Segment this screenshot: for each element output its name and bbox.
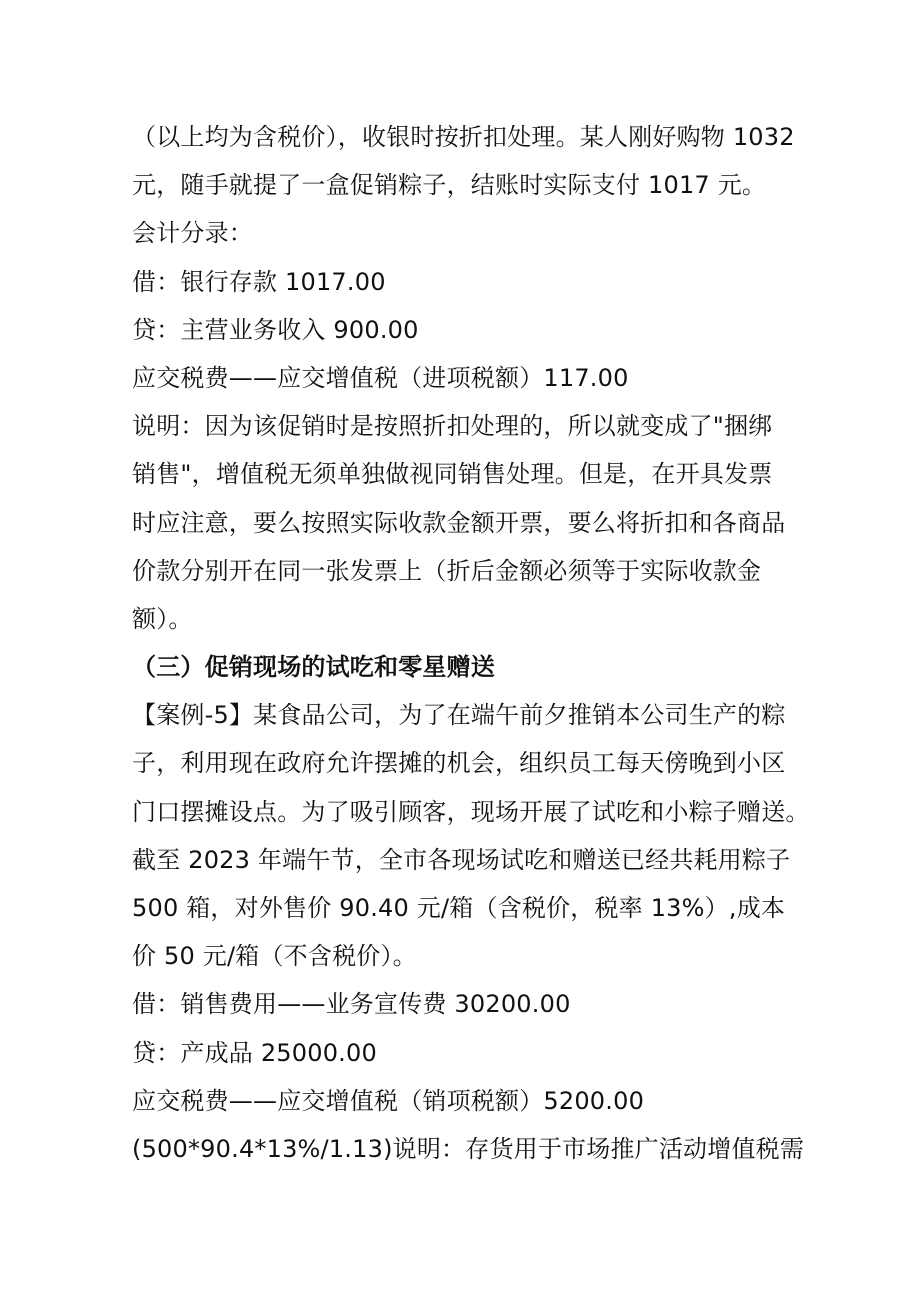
explanation-line: 说明：因为该促销时是按照折扣处理的，所以就变成了"捆绑 (132, 412, 773, 441)
debit-line: 借：银行存款 1017.00 (132, 267, 386, 296)
credit-line: 贷：产成品 25000.00 (132, 1038, 377, 1067)
paragraph-line: 元，随手就提了一盒促销粽子，结账时实际支付 1017 元。 (132, 171, 767, 200)
explanation-line: 价款分别开在同一张发票上（折后金额必须等于实际收款金 (132, 556, 762, 585)
debit-line: 借：销售费用——业务宣传费 30200.00 (132, 990, 571, 1019)
credit-line: 贷：主营业务收入 900.00 (132, 315, 419, 344)
credit-line: 应交税费——应交增值税（进项税额）117.00 (132, 363, 629, 392)
case-line: 截至 2023 年端午节，全市各现场试吃和赠送已经共耗用粽子 (132, 845, 791, 874)
credit-line: 应交税费——应交增值税（销项税额）5200.00 (132, 1086, 645, 1115)
explanation-line: 时应注意，要么按照实际收款金额开票，要么将折扣和各商品 (132, 508, 786, 537)
case-line: 价 50 元/箱（不含税价）。 (132, 942, 417, 971)
section-heading: （三）促销现场的试吃和零星赠送 (132, 653, 495, 682)
case-line: 500 箱，对外售价 90.40 元/箱（含税价，税率 13%）,成本 (132, 894, 786, 922)
case-line: 门口摆摊设点。为了吸引顾客，现场开展了试吃和小粽子赠送。 (132, 797, 810, 826)
explanation-line: 销售"，增值税无须单独做视同销售处理。但是，在开具发票 (132, 460, 773, 489)
entry-label: 会计分录： (132, 219, 253, 248)
document-page (132, 113, 810, 1173)
explanation-line: 额）。 (132, 604, 193, 633)
paragraph-line: （以上均为含税价），收银时按折扣处理。某人刚好购物 1032 (132, 123, 795, 151)
case-line: 子，利用现在政府允许摆摊的机会，组织员工每天傍晚到小区 (132, 749, 786, 778)
case-line: 【案例-5】某食品公司，为了在端午前夕推销本公司生产的粽 (132, 701, 786, 730)
explanation-line: (500*90.4*13%/1.13)说明：存货用于市场推广活动增值税需 (132, 1134, 805, 1163)
